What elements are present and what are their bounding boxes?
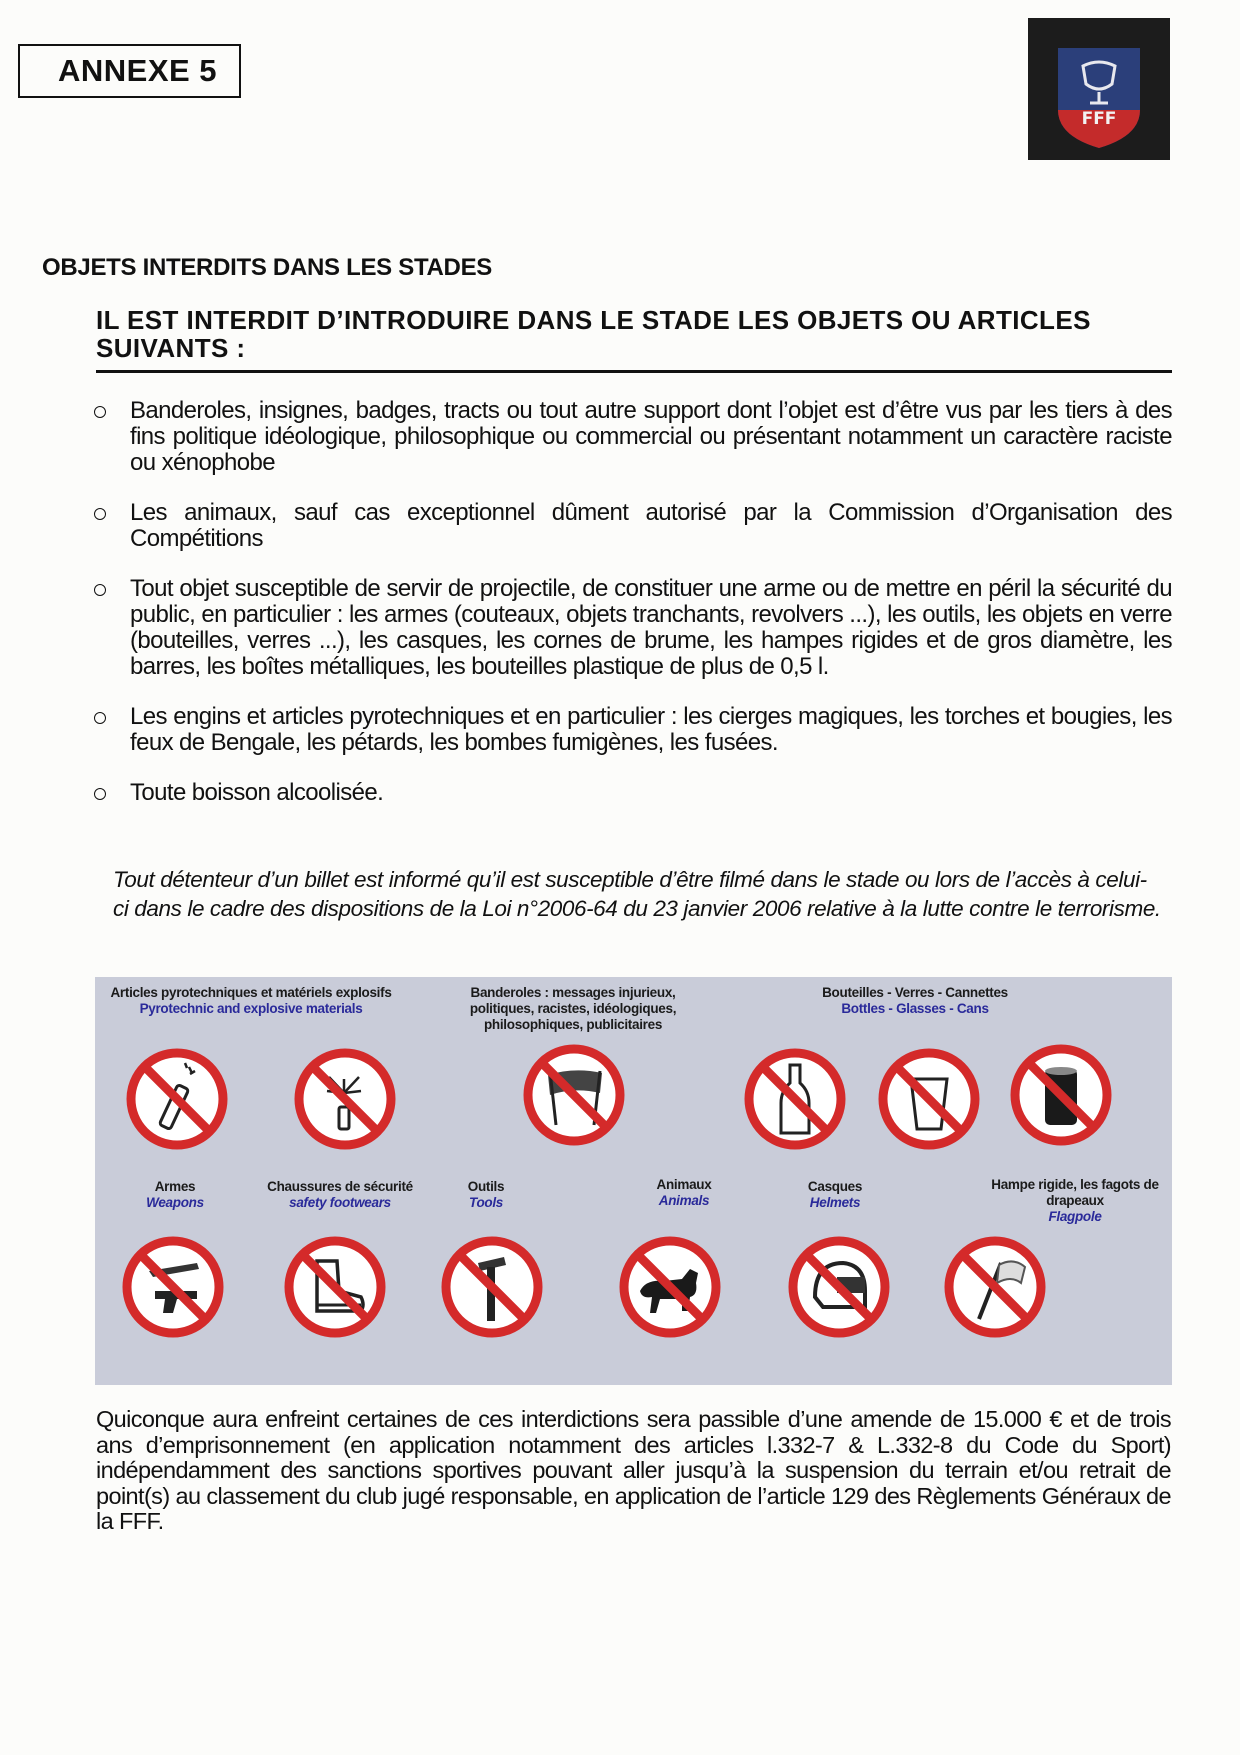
can-prohibited-icon xyxy=(1007,1041,1115,1149)
helmet-prohibited-icon xyxy=(785,1233,893,1341)
animal-prohibited-icon xyxy=(616,1233,724,1341)
list-item: Toute boisson alcoolisée. xyxy=(90,780,1172,806)
label-tools: Outils Tools xyxy=(467,1179,505,1210)
label-animals: Animaux Animals xyxy=(656,1177,712,1208)
list-item: Les animaux, sauf cas exceptionnel dûment autorisé par la Commission d’Organisation des Compétitions xyxy=(90,500,1172,552)
safety-boot-prohibited-icon xyxy=(281,1233,389,1341)
list-item: Banderoles, insignes, badges, tracts ou tout autre support dont l’objet est d’être vus par les tiers à des fins politique idéologique, philosophique ou commercial ou présentant notamment un caractère raciste ou xénophobe xyxy=(90,398,1172,476)
firework-prohibited-icon xyxy=(291,1045,399,1153)
sparkler-prohibited-icon xyxy=(123,1045,231,1153)
bullet-icon xyxy=(94,584,106,596)
weapons-prohibited-icon xyxy=(119,1233,227,1341)
subtitle-divider xyxy=(96,370,1172,373)
annex-label: ANNEXE 5 xyxy=(18,44,241,98)
prohibited-items-list xyxy=(90,398,1172,830)
bullet-icon xyxy=(94,406,106,418)
tools-prohibited-icon xyxy=(438,1233,546,1341)
bullet-icon xyxy=(94,712,106,724)
flagpole-prohibited-icon xyxy=(941,1233,1049,1341)
prohibited-objects-panel xyxy=(95,977,1172,1385)
label-flagpole: Hampe rigide, les fagots de drapeaux Flagpole xyxy=(991,1177,1159,1224)
bullet-icon xyxy=(94,788,106,800)
fff-logo xyxy=(1028,18,1170,160)
label-bottles: Bouteilles - Verres - Cannettes Bottles - Glasses - Cans xyxy=(822,985,1008,1016)
label-helmets: Casques Helmets xyxy=(807,1179,863,1210)
banner-prohibited-icon xyxy=(520,1041,628,1149)
list-item: Tout objet susceptible de servir de projectile, de constituer une arme ou de mettre en péril la sécurité du public, en particulier : les armes (couteaux, objets tranchants, revolvers ...), les outils, les objets en verre (bouteilles, verres ...), les casques, les cornes de brume, les hampes rigides et de gros diamètre, les barres, les boîtes métalliques, les bouteilles plastique de plus de 0,5 l. xyxy=(90,576,1172,680)
list-item: Les engins et articles pyrotechniques et en particulier : les cierges magiques, les torches et bougies, les feux de Bengale, les pétards, les bombes fumigènes, les fusées. xyxy=(90,704,1172,756)
penalty-paragraph: Quiconque aura enfreint certaines de ces interdictions sera passible d’une amende de 15.000 € et de trois ans d’emprisonnement (en application notamment des articles l.332-7 & L.332-8 du Code du Sport) indépendamment des sanctions sportives pouvant aller jusqu’à la suspension du terrain et/ou retrait de point(s) au classement du club jugé responsable, en application de l’article 129 des Règlements Généraux de la FFF. xyxy=(96,1406,1171,1535)
glass-prohibited-icon xyxy=(875,1045,983,1153)
cctv-notice: Tout détenteur d’un billet est informé qu’il est susceptible d’être filmé dans le stade ou lors de l’accès à celui-ci dans le cadre des dispositions de la Loi n°2006-64 du 23 janvier 2006 relative à la lutte contre le terrorisme. xyxy=(113,867,1161,921)
section-title: OBJETS INTERDITS DANS LES STADES xyxy=(42,254,493,281)
label-safety-footwear: Chaussures de sécurité safety footwears xyxy=(267,1179,413,1210)
bottle-prohibited-icon xyxy=(741,1045,849,1153)
label-banners: Banderoles : messages injurieux, politiques, racistes, idéologiques, philosophiques, publicitaires xyxy=(469,985,677,1032)
subtitle: IL EST INTERDIT D’INTRODUIRE DANS LE STADE LES OBJETS OU ARTICLES SUIVANTS : xyxy=(96,305,1091,363)
logo-text: FFF xyxy=(1081,109,1117,129)
label-weapons: Armes Weapons xyxy=(146,1179,204,1210)
label-pyrotechnics: Articles pyrotechniques et matériels explosifs Pyrotechnic and explosive materials xyxy=(110,985,392,1016)
bullet-icon xyxy=(94,508,106,520)
